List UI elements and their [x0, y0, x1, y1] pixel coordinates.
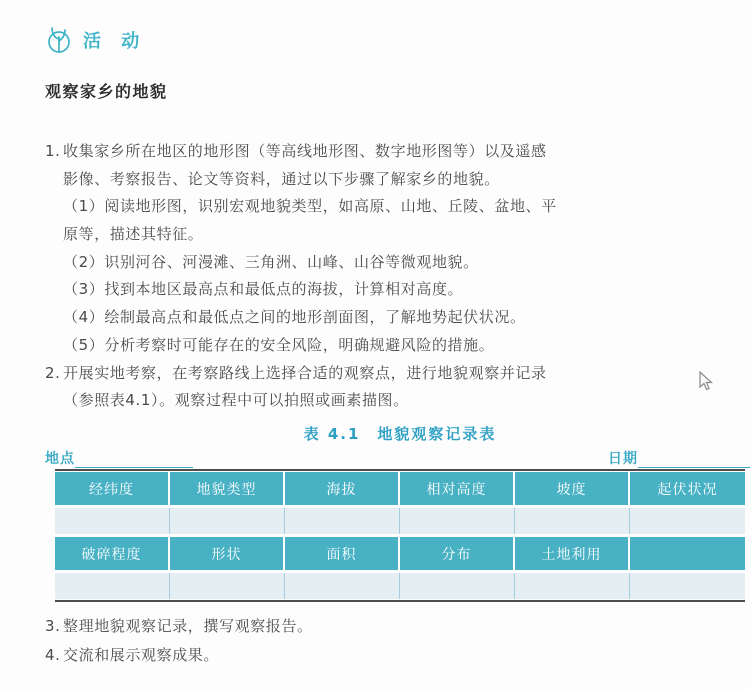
list-item: （5）分析考察时可能存在的安全风险，明确规避风险的措施。 [63, 335, 495, 354]
table-empty-cell [630, 508, 745, 534]
location-field [45, 448, 193, 468]
table-header-cell [630, 537, 745, 570]
observation-record-table [55, 469, 745, 602]
table-empty-cell [55, 573, 170, 599]
date-field [608, 448, 750, 468]
table-header-cell: 经纬度 [55, 472, 170, 505]
list-item: （4）绘制最高点和最低点之间的地形剖面图，了解地势起伏状况。 [63, 308, 526, 327]
table-empty-cell [400, 508, 515, 534]
table-header-cell: 形状 [170, 537, 285, 570]
location-label: 地点 [45, 451, 75, 467]
instruction-list [45, 138, 725, 415]
list-item: 4. 交流和展示观察成果。 [45, 646, 220, 664]
table-header-cell: 海拔 [285, 472, 400, 505]
list-item: 3. 整理地貌观察记录，撰写观察报告。 [45, 617, 313, 635]
mouse-pointer-icon [698, 371, 714, 397]
table-header-cell: 破碎程度 [55, 537, 170, 570]
table-header-cell: 相对高度 [400, 472, 515, 505]
table-empty-cell [55, 508, 170, 534]
list-item: （2）识别河谷、河漫滩、三角洲、山峰、山谷等微观地貌。 [63, 252, 479, 271]
table-empty-cell [170, 573, 285, 599]
table-empty-cell [170, 508, 285, 534]
table-empty-cell [400, 573, 515, 599]
list-item: （3）找到本地区最高点和最低点的海拔，计算相对高度。 [63, 280, 464, 299]
list-item: 2. 开展实地考察，在考察路线上选择合适的观察点，进行地貌观察并记录 [45, 363, 547, 382]
page-title: 观察家乡的地貌 [45, 82, 168, 101]
table-empty-cell [515, 573, 630, 599]
list-item: 1. 收集家乡所在地区的地形图（等高线地形图、数字地形图等）以及遥感 [45, 142, 547, 160]
closing-instruction-list [45, 612, 725, 670]
sprout-in-circle-icon [45, 26, 73, 54]
table-meta-row [45, 448, 750, 468]
list-item: 原等，描述其特征。 [63, 225, 204, 244]
table-empty-cell [630, 573, 745, 599]
table-header-cell: 土地利用 [515, 537, 630, 570]
table-header-cell: 起伏状况 [630, 472, 745, 505]
list-item: （参照表4.1）。观察过程中可以拍照或画素描图。 [63, 391, 409, 410]
list-item: （1）阅读地形图，识别宏观地貌类型，如高原、山地、丘陵、盆地、平 [63, 197, 557, 216]
date-blank-line [638, 453, 750, 468]
table-empty-cell [285, 573, 400, 599]
table-header-cell: 面积 [285, 537, 400, 570]
location-blank-line [75, 453, 193, 468]
table-header-cell: 坡度 [515, 472, 630, 505]
date-label: 日期 [608, 451, 638, 467]
table-header-cell: 分布 [400, 537, 515, 570]
table-empty-cell [285, 508, 400, 534]
list-item: 影像、考察报告、论文等资料，通过以下步骤了解家乡的地貌。 [63, 169, 500, 188]
table-header-cell: 地貌类型 [170, 472, 285, 505]
activity-header [45, 26, 146, 54]
table-caption: 表 4.1 地貌观察记录表 [303, 425, 497, 443]
activity-label: 活 动 [83, 31, 147, 52]
table-empty-cell [515, 508, 630, 534]
